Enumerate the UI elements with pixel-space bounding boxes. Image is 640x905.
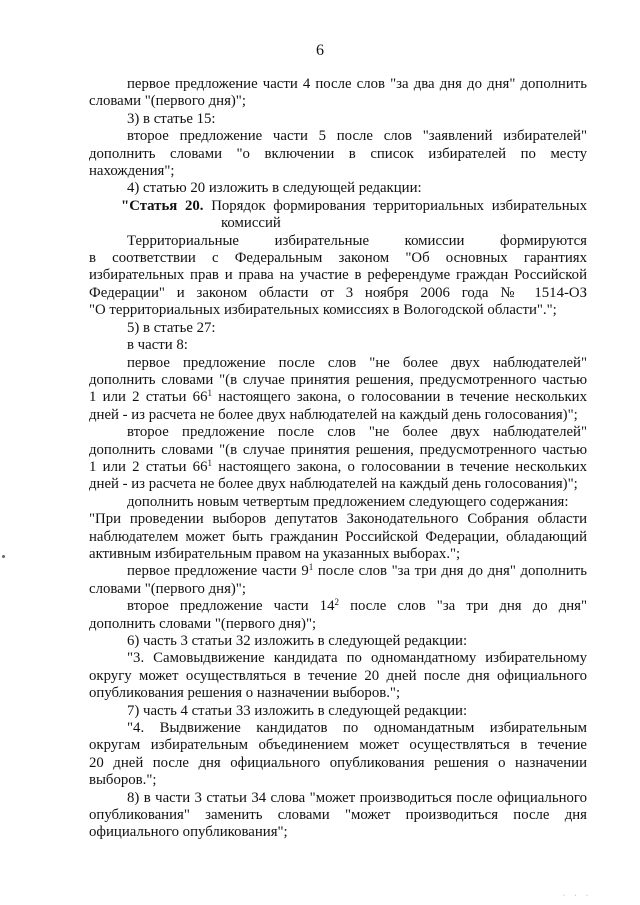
text-run: после слов "за три дня до дня" дополнить xyxy=(313,563,587,580)
paragraph-line: 4) статью 20 изложить в следующей редакции: xyxy=(127,180,422,197)
paragraph-line: в соответствии с Федеральным законом "Об основных гарантиях xyxy=(89,250,587,267)
page-number: 6 xyxy=(316,42,324,59)
paragraph-line: дополнить словами "(в случае принятия решения, предусмотренного частью xyxy=(89,441,587,458)
paragraph-line: первое предложение после слов "не более двух наблюдателей" xyxy=(127,354,587,371)
paragraph-line: 6) часть 3 статьи 32 изложить в следующей редакции: xyxy=(127,633,468,649)
paragraph-line: словами "(первого дня)"; xyxy=(89,93,246,110)
paragraph-line: избирательных прав и права на участие в референдуме граждан Российской xyxy=(89,267,587,284)
text-run: настоящего закона, о голосовании в течение нескольких xyxy=(211,458,587,475)
superscript: 2 xyxy=(334,597,339,608)
paragraph-line: "При проведении выборов депутатов Законодательного Собрания области xyxy=(89,511,587,528)
text-run: 1 или 2 статьи 66 xyxy=(89,389,208,406)
paragraph-line: дополнить словами "о включении в список избирателей по месту xyxy=(89,145,587,162)
paragraph-line: 7) часть 4 статьи 33 изложить в следующей редакции: xyxy=(127,702,468,719)
paragraph-line: дней - из расчета не более двух наблюдателей на каждый день голосования)"; xyxy=(89,476,578,493)
paragraph-line: округу может осуществляться в течение 20 дней после дня официального xyxy=(89,667,587,684)
paragraph-line: наблюдателем может быть гражданин Российской Федерации, обладающий xyxy=(89,528,587,545)
paragraph-line: первое предложение части 4 после слов "за два дня до дня" дополнить xyxy=(127,76,587,92)
paragraph-line: опубликования" заменить словами "может производиться после дня xyxy=(89,807,587,824)
footer-marks: · · · xyxy=(563,893,592,899)
paragraph-line: дополнить новым четвертым предложением следующего содержания: xyxy=(127,493,569,510)
paragraph-line: "4. Выдвижение кандидатов по одномандатным избирательным xyxy=(127,720,587,737)
text-run: второе предложение части 14 xyxy=(127,598,335,615)
text-run: 1 или 2 статьи 66 xyxy=(89,458,208,475)
paragraph-line: округам избирательным объединением может осуществляться в течение xyxy=(89,737,587,754)
paragraph-line: официального опубликования"; xyxy=(89,824,288,841)
document-body xyxy=(89,76,587,842)
paragraph-line: дополнить словами "(в случае принятия решения, предусмотренного частью xyxy=(89,371,587,388)
paragraph-line: словами "(первого дня)"; xyxy=(89,580,246,597)
paragraph-line: дополнить словами "(первого дня)"; xyxy=(89,615,317,632)
paragraph-line: 5) в статье 27: xyxy=(127,319,216,336)
paragraph-line xyxy=(89,389,587,406)
paragraph-line xyxy=(89,598,587,615)
paragraph-line: второе предложение части 5 после слов "заявлений избирателей" xyxy=(127,128,587,145)
superscript: 1 xyxy=(308,562,314,573)
superscript: 1 xyxy=(207,388,212,399)
paragraph-line: опубликования решения о назначении выборов."; xyxy=(89,685,401,702)
paragraph-line: 20 дней после дня официального опубликования решения о назначении xyxy=(89,754,587,771)
paragraph-line: активным избирательным правом на указанных выборах."; xyxy=(89,545,461,562)
paragraph-line: дней - из расчета не более двух наблюдателей на каждый день голосования)"; xyxy=(89,406,578,423)
paragraph-line: второе предложение после слов "не более двух наблюдателей" xyxy=(127,424,587,441)
paragraph-line: нахождения"; xyxy=(89,163,175,180)
paragraph-line xyxy=(89,563,587,580)
paragraph-line: Федерации" и законом области от 3 ноября 2006 года № 1514-ОЗ xyxy=(89,284,587,301)
text-run: настоящего закона, о голосовании в течение нескольких xyxy=(211,389,587,406)
scan-speck xyxy=(2,555,5,558)
paragraph-line: "О территориальных избирательных комиссиях в Вологодской области"."; xyxy=(89,302,557,319)
paragraph-line: "3. Самовыдвижение кандидата по одномандатному избирательному xyxy=(127,650,587,667)
paragraph-line: выборов."; xyxy=(89,772,157,789)
text-run: первое предложение части 9 xyxy=(127,563,309,580)
paragraph-line: 8) в части 3 статьи 34 слова "может производиться после официального xyxy=(127,789,587,806)
article-heading xyxy=(89,198,587,233)
article-title-line xyxy=(121,198,587,215)
paragraph-line: в части 8: xyxy=(127,337,188,354)
paragraph-line xyxy=(89,459,587,476)
text-run: после слов "за три дня до дня" xyxy=(338,598,588,615)
paragraph-line: Территориальные избирательные комиссии формируются xyxy=(127,232,587,249)
superscript: 1 xyxy=(207,457,212,468)
article-title-continuation: комиссий xyxy=(221,215,281,232)
article-number: "Статья 20. xyxy=(121,197,204,214)
paragraph-line: 3) в статье 15: xyxy=(127,110,216,127)
article-title: Порядок формирования территориальных избирательных xyxy=(203,197,587,214)
